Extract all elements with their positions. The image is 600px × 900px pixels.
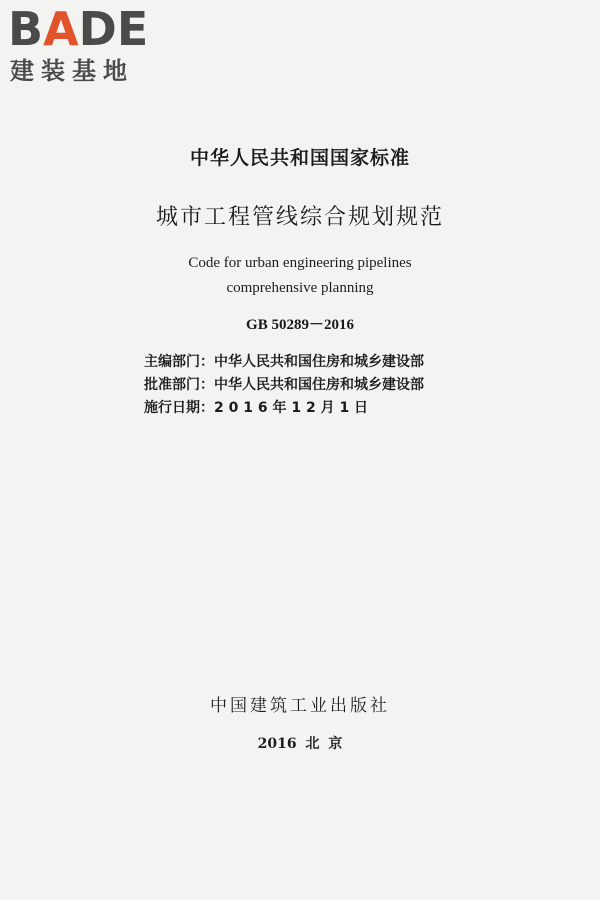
implementation-date: 施行日期：2 0 1 6 年 1 2 月 1 日 xyxy=(144,400,369,416)
chief-editor-department: 主编部门：中华人民共和国住房和城乡建设部 xyxy=(144,354,424,370)
approving-department: 批准部门：中华人民共和国住房和城乡建设部 xyxy=(144,377,424,393)
title-english-line-2: comprehensive planning xyxy=(226,280,374,296)
logo-letter-a-accent: A xyxy=(43,2,79,56)
logo-letters-de: DE xyxy=(78,2,149,56)
title-english xyxy=(0,251,600,301)
brand-logo xyxy=(8,4,178,86)
title-english-line-1: Code for urban engineering pipelines xyxy=(188,255,412,271)
brand-logo-subtitle: 建装基地 xyxy=(10,57,134,85)
standard-info-block xyxy=(144,351,424,420)
standard-code: GB 50289－2016 xyxy=(246,317,354,333)
publication-place-year: 2016 北 京 xyxy=(257,736,343,752)
publisher-name: 中国建筑工业出版社 xyxy=(210,696,390,716)
standard-type: 中华人民共和国国家标准 xyxy=(189,147,410,169)
brand-logo-wordmark xyxy=(8,4,148,54)
logo-letter-b: B xyxy=(8,2,44,56)
title-chinese: 城市工程管线综合规划规范 xyxy=(155,205,444,230)
